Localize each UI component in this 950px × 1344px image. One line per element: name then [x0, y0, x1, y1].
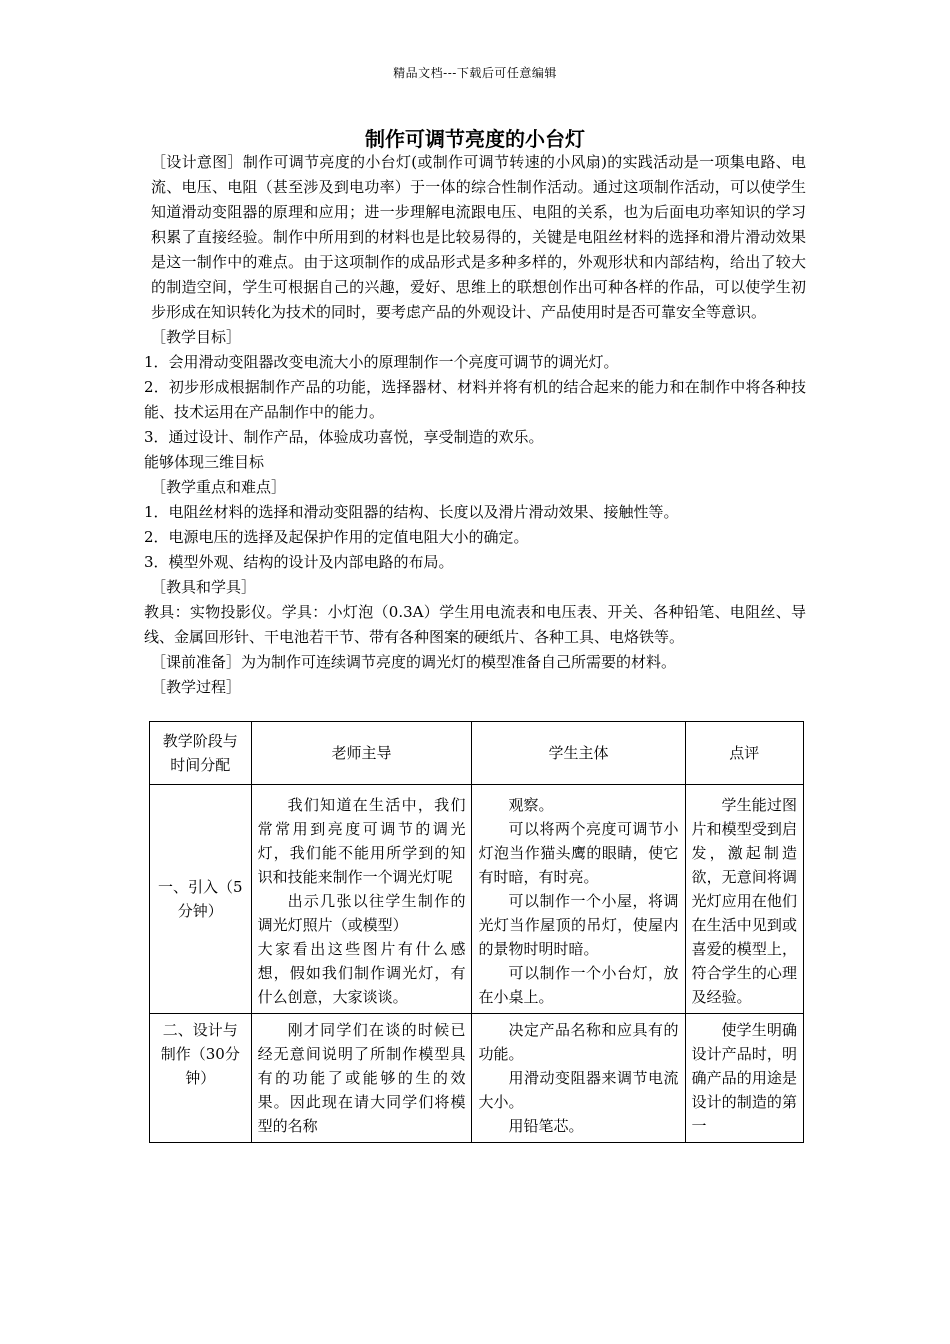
teacher-text: 出示几张以往学生制作的调光灯照片（或模型） — [257, 892, 466, 934]
student-text: 可以制作一个小台灯，放在小桌上。 — [478, 964, 679, 1006]
tools-paragraph: 教具：实物投影仪。学具：小灯泡（0.3A）学生用电流表和电压表、开关、各种铅笔、电阻丝、导线、金属回形针、干电池若干节、带有各种图案的硬纸片、各种工具、电烙铁等。 — [144, 603, 806, 646]
header-student: 学生主体 — [472, 722, 685, 785]
teacher-cell — [251, 785, 472, 1014]
comment-cell — [685, 785, 803, 1014]
student-text: 可以制作一个小屋，将调光灯当作屋顶的吊灯，使屋内的景物时明时暗。 — [478, 892, 679, 958]
header-teacher: 老师主导 — [251, 722, 472, 785]
student-text: 观察。 — [508, 796, 554, 814]
design-intent-paragraph: ［设计意图］制作可调节亮度的小台灯(或制作可调节转速的小风扇)的实践活动是一项集电路、电流、电压、电阻（甚至涉及到电功率）于一体的综合性制作活动。通过这项制作活动，可以使学生知道滑动变阻器的原理和应用；进一步理解电流跟电压、电阻的关系，也为后面电功率知识的学习积累了直接经验。制作中所用到的材料也是比较易得的，关键是电阻丝材料的选择和滑片滑动效果是这一制作中的难点。由于这项制作的成品形式是多种多样的，外观形状和内部结构，给出了较大的制造空间，学生可根据自己的兴趣，爱好、思维上的联想创作出可种各样的作品，可以使学生初步形成在知识转化为技术的同时，要考虑产品的外观设计、产品使用时是否可靠安全等意识。 — [151, 153, 806, 321]
table-header-row — [150, 722, 804, 785]
stage-cell: 一、引入（5分钟） — [150, 785, 252, 1014]
section-heading-key-points: ［教学重点和难点］ — [151, 478, 287, 496]
objective-item: 2．初步形成根据制作产品的功能，选择器材、材料并将有机的结合起来的能力和在制作中将各种技能、技术运用在产品制作中的能力。 — [144, 378, 806, 421]
teacher-cell — [251, 1014, 472, 1143]
objective-note: 能够体现三维目标 — [144, 453, 265, 471]
comment-text: 学生能过图片和模型受到启发，激起制造欲，无意间将调光灯应用在他们在生活中见到或喜爱的模型上，符合学生的心理及经验。 — [691, 796, 797, 1006]
key-point-item: 2．电源电压的选择及起保护作用的定值电阻大小的确定。 — [144, 528, 529, 546]
key-point-item: 1．电阻丝材料的选择和滑动变阻器的结构、长度以及滑片滑动效果、接触性等。 — [144, 503, 679, 521]
teacher-text: 大家看出这些图片有什么感想，假如我们制作调光灯，有什么创意，大家谈谈。 — [257, 940, 466, 1006]
teaching-process-table — [149, 721, 804, 1143]
objective-item: 1．会用滑动变阻器改变电流大小的原理制作一个亮度可调节的调光灯。 — [144, 353, 619, 371]
student-cell — [472, 1014, 685, 1143]
document-body — [144, 150, 806, 700]
student-text: 决定产品名称和应具有的功能。 — [478, 1021, 679, 1063]
table-row — [150, 1014, 804, 1143]
section-heading-process: ［教学过程］ — [151, 678, 242, 696]
student-text: 用铅笔芯。 — [508, 1117, 584, 1135]
document-title: 制作可调节亮度的小台灯 — [365, 127, 585, 151]
student-cell — [472, 785, 685, 1014]
table-row — [150, 785, 804, 1014]
objective-item: 3．通过设计、制作产品，体验成功喜悦，享受制造的欢乐。 — [144, 428, 544, 446]
comment-cell — [685, 1014, 803, 1143]
student-text: 可以将两个亮度可调节小灯泡当作猫头鹰的眼睛，使它有时暗，有时亮。 — [478, 820, 679, 886]
page-header: 精品文档---下载后可任意编辑 — [393, 66, 557, 80]
preparation-paragraph: ［课前准备］为为制作可连续调节亮度的调光灯的模型准备自己所需要的材料。 — [151, 653, 677, 671]
stage-cell: 二、设计与制作（30分钟） — [150, 1014, 252, 1143]
student-text: 用滑动变阻器来调节电流大小。 — [478, 1069, 679, 1111]
header-stage: 教学阶段与时间分配 — [150, 722, 252, 785]
teacher-text: 我们知道在生活中，我们常常用到亮度可调节的调光灯，我们能不能用所学到的知识和技能来制作一个调光灯呢 — [257, 796, 466, 886]
comment-text: 使学生明确设计产品时，明确产品的用途是设计的制造的第一 — [691, 1021, 797, 1135]
section-heading-objectives: ［教学目标］ — [151, 328, 242, 346]
header-comment: 点评 — [685, 722, 803, 785]
section-heading-tools: ［教具和学具］ — [151, 578, 257, 596]
teacher-text: 刚才同学们在谈的时候已经无意间说明了所制作模型具有的功能了或能够的生的效果。因此现在请大同学们将模型的名称 — [257, 1021, 466, 1135]
key-point-item: 3．模型外观、结构的设计及内部电路的布局。 — [144, 553, 454, 571]
